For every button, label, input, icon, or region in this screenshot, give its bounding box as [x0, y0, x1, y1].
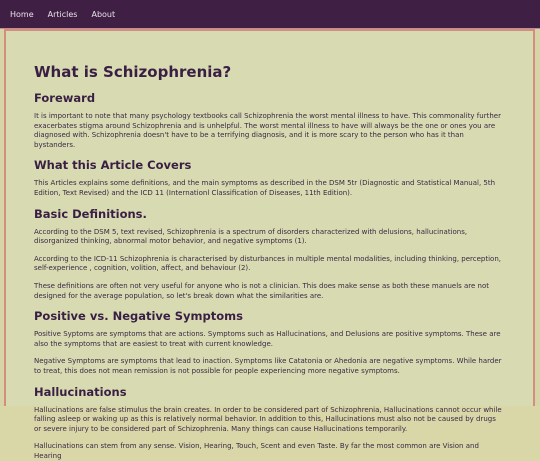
page-body [0, 29, 540, 460]
section-paragraph: Positive Syptoms are symptoms that are actions. Symptoms such as Hallucinations, and Delusions are positive symptoms. These are also the symptoms that are easiest to treat with current knowledge. [34, 330, 501, 348]
section-heading-article-covers: What this Article Covers [34, 158, 192, 173]
section-paragraph: According to the ICD-11 Schizophrenia is characterised by disturbances in multiple mental modalities, including thinking, perception, self-experience , cognition, volition, affect, and behaviour (2). [34, 254, 502, 273]
article-content [4, 29, 535, 460]
section-paragraph: According to the DSM 5, text revised, Schizophrenia is a spectrum of disorders characterized with delusions, hallucinations, disorganized thinking, abnormal motor behavior, and negative symptoms (1). [34, 227, 468, 246]
section-paragraph: Hallucinations are false stimulus the brain creates. In order to be considered part of Schizophrenia, Hallucinations cannot occur while falling asleep or waking up as this is relatively normal behavior. In addition to this, Hallucinations must also not be caused by drugs or severe injury to be considered part of Schizophrenia. Many things can cause Hallucinations temporarily. [34, 405, 502, 433]
section-paragraph: It is important to note that many psychology textbooks call Schizophrenia the worst mental illness to have. This commonality further exacerbates stigma around Schizophrenia and is unhelpful. The worst mental illness to have will always be the one or ones you are diagnosed with. Schizophrenia doesn't have to be a terrifying diagnosis, and it is more scary to the person who has it than bystanders. [34, 112, 501, 149]
nav-link-articles[interactable]: Articles [47, 9, 78, 19]
top-nav [0, 0, 540, 29]
nav-link-home[interactable]: Home [10, 9, 34, 19]
section-heading-basic-definitions: Basic Definitions. [34, 206, 147, 221]
page-title: What is Schizophrenia? [34, 63, 232, 81]
section-paragraph: Negative Symptoms are symptoms that lead to inaction. Symptoms like Catatonia or Ahedonia are negative symptoms. While harder to treat, this does not mean remission is not possible for people experiencing more negative symptoms. [34, 357, 502, 375]
section-paragraph: These definitions are often not very useful for anyone who is not a clinician. This does make sense as both these manuels are not designed for the average population, so let's break down what the similarities are. [34, 281, 490, 300]
section-heading-positive-negative: Positive vs. Negative Symptoms [34, 309, 243, 324]
section-heading-foreward: Foreward [34, 91, 96, 105]
section-paragraph: Hallucinations can stem from any sense. Vision, Hearing, Touch, Scent and even Taste. By far the most common are Vision and Hearing [34, 442, 479, 460]
nav-link-about[interactable]: About [91, 9, 116, 19]
section-paragraph: This Articles explains some definitions, and the main symptoms as described in the DSM 5tr (Diagnostic and Statistical Manual, 5th Edition, Text Revised) and the ICD 11 (Internationl Classification of Diseases, 11th Edition). [34, 179, 496, 197]
section-heading-hallucinations: Hallucinations [34, 384, 127, 399]
